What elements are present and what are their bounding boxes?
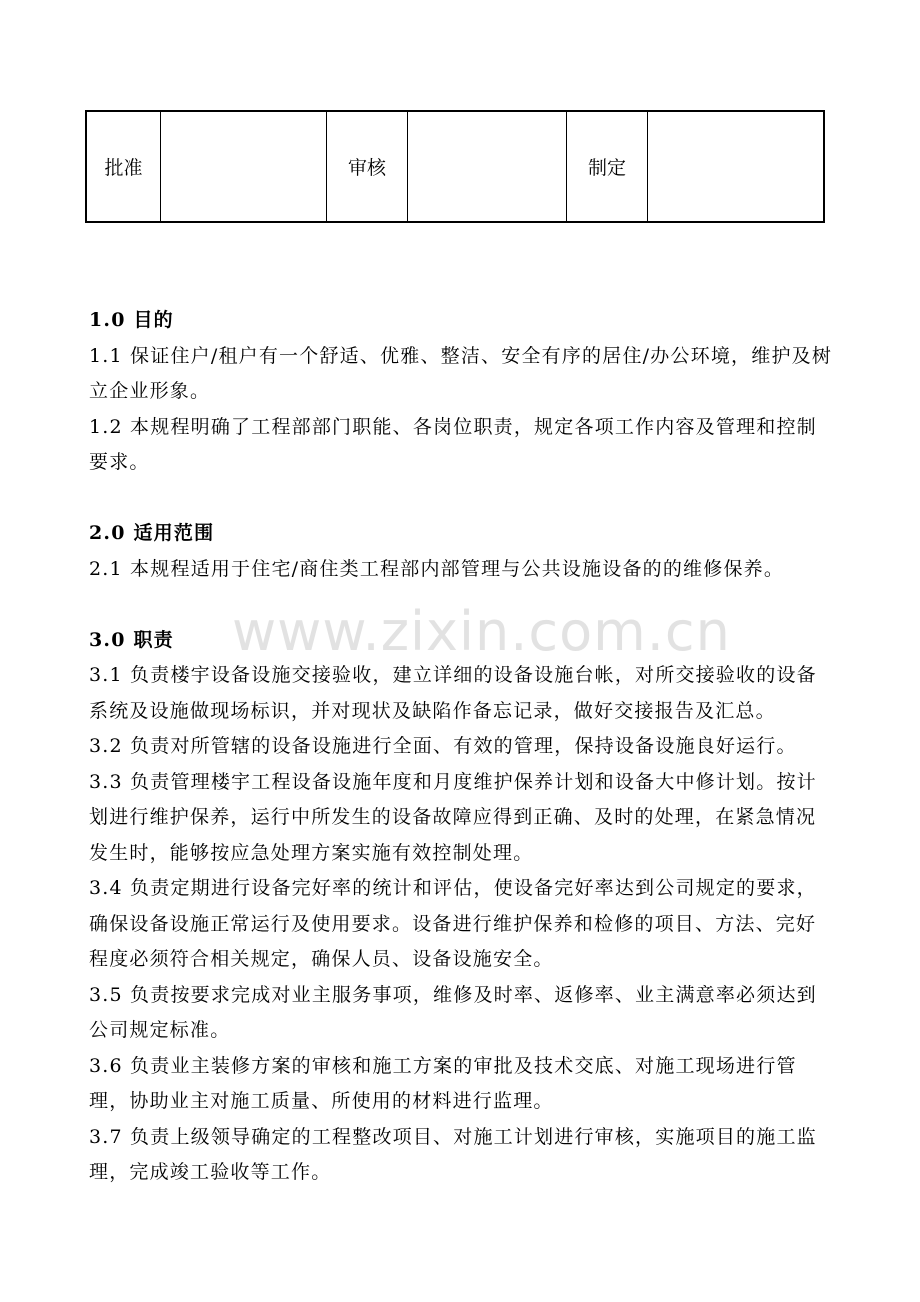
section-gap — [89, 587, 833, 623]
section-heading-scope: 2.0 适用范围 — [89, 522, 215, 544]
section-heading-purpose: 1.0 目的 — [89, 309, 174, 331]
paragraph-3-3: 3.3 负责管理楼宇工程设备设施年度和月度维护保养计划和设备大中修计划。按计划进行维护保养，运行中所发生的设备故障应得到正确、及时的处理，在紧急情况发生时，能够按应急处理方案实施有效控制处理。 — [89, 770, 817, 864]
document-body — [89, 303, 833, 1191]
paragraph-3-4: 3.4 负责定期进行设备完好率的统计和评估，使设备完好率达到公司规定的要求，确保设备设施正常运行及使用要求。设备进行维护保养和检修的项目、方法、完好程度必须符合相关规定，确保人员、设备设施安全。 — [89, 877, 817, 970]
paragraph-1-1: 1.1 保证住户/租户有一个舒适、优雅、整洁、安全有序的居住/办公环境，维护及树立企业形象。 — [89, 344, 833, 402]
paragraph-3-5: 3.5 负责按要求完成对业主服务事项，维修及时率、返修率、业主满意率必须达到公司规定标准。 — [89, 983, 817, 1041]
review-label: 审核 — [327, 111, 408, 222]
prepare-value — [648, 111, 825, 222]
paragraph-3-7: 3.7 负责上级领导确定的工程整改项目、对施工计划进行审核，实施项目的施工监理，完成竣工验收等工作。 — [89, 1125, 817, 1183]
approve-value — [161, 111, 327, 222]
approve-label: 批准 — [86, 111, 161, 222]
paragraph-3-2: 3.2 负责对所管辖的设备设施进行全面、有效的管理，保持设备设施良好运行。 — [89, 735, 797, 757]
paragraph-2-1: 2.1 本规程适用于住宅/商住类工程部内部管理与公共设施设备的的维修保养。 — [89, 557, 785, 580]
watermark-text: www.zixin.com.cn — [232, 600, 731, 663]
paragraph-3-6: 3.6 负责业主装修方案的审核和施工方案的审批及技术交底、对施工现场进行管理，协助业主对施工质量、所使用的材料进行监理。 — [89, 1054, 797, 1112]
paragraph-3-1: 3.1 负责楼宇设备设施交接验收，建立详细的设备设施台帐，对所交接验收的设备系统及设施做现场标识，并对现状及缺陷作备忘记录，做好交接报告及汇总。 — [89, 664, 817, 722]
section-gap — [89, 481, 833, 517]
prepare-label: 制定 — [567, 111, 648, 222]
approval-row — [86, 111, 824, 222]
review-value — [408, 111, 567, 222]
paragraph-1-2: 1.2 本规程明确了工程部部门职能、各岗位职责，规定各项工作内容及管理和控制要求。 — [89, 415, 817, 473]
approval-table — [85, 110, 825, 223]
section-heading-duties: 3.0 职责 — [89, 628, 174, 651]
